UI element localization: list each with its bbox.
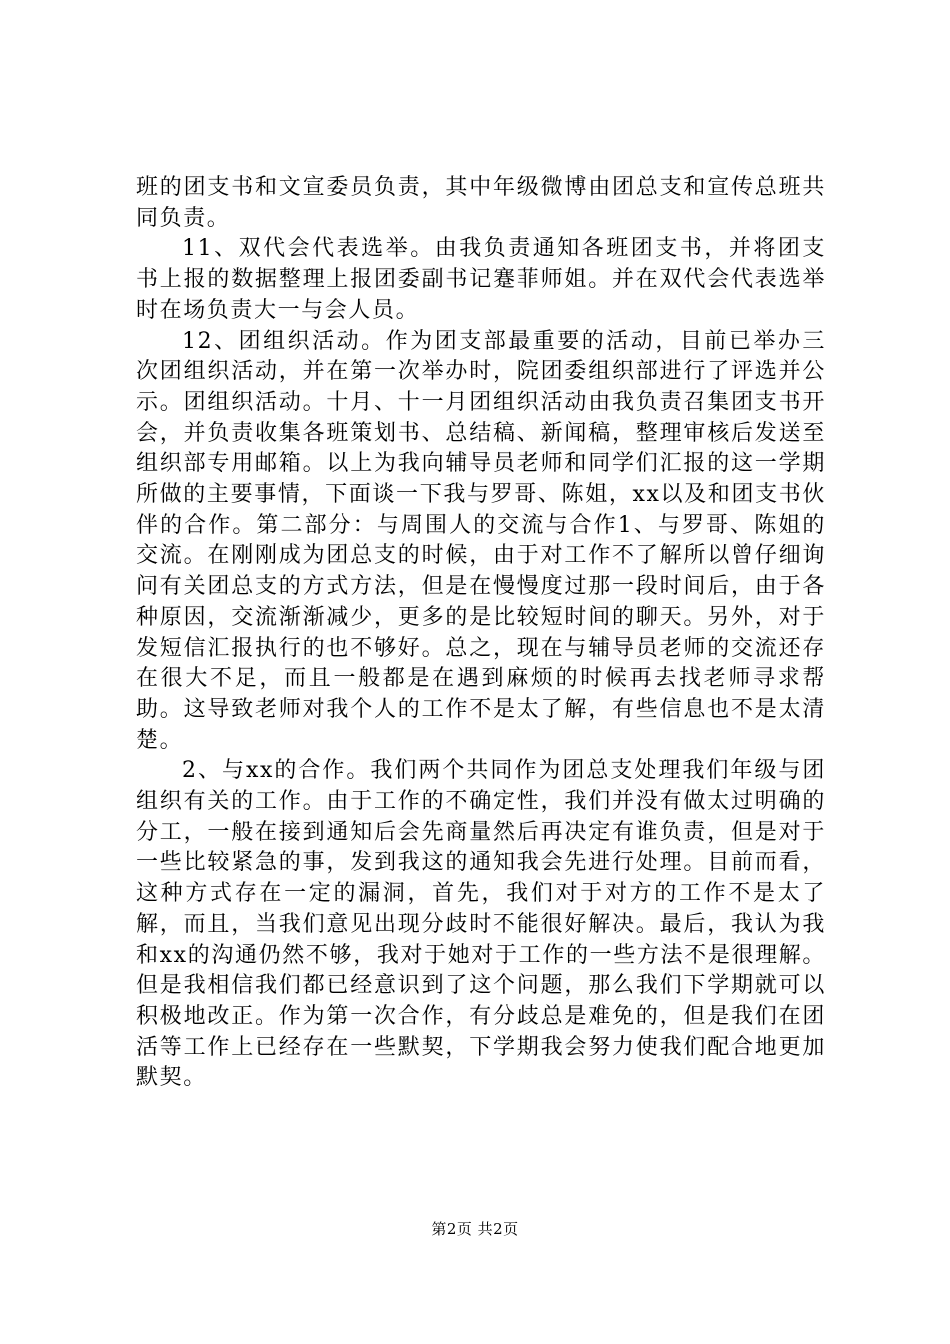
page-footer: 第2页 共2页	[431, 1220, 519, 1238]
paragraph-4: 2、与xx的合作。我们两个共同作为团总支处理我们年级与团组织有关的工作。由于工作的不确定性，我们并没有做太过明确的分工，一般在接到通知后会先商量然后再决定有谁负责，但是对于一些比较紧急的事，发到我这的通知我会先进行处理。目前而看，这种方式存在一定的漏洞，首先，我们对于对方的工作不是太了解，而且，当我们意见出现分歧时不能很好解决。最后，我认为我和xx的沟通仍然不够，我对于她对于工作的一些方法不是很理解。但是我相信我们都已经意识到了这个问题，那么我们下学期就可以积极地改正。作为第一次合作，有分歧总是难免的，但是我们在团活等工作上已经存在一些默契，下学期我会努力使我们配合地更加默契。	[136, 758, 826, 1091]
document-body	[136, 173, 826, 1094]
paragraph-1: 班的团支书和文宣委员负责，其中年级微博由团总支和宣传总班共同负责。	[136, 175, 826, 231]
paragraph-3: 12、团组织活动。作为团支部最重要的活动，目前已举办三次团组织活动，并在第一次举办时，院团委组织部进行了评选并公示。团组织活动。十月、十一月团组织活动由我负责召集团支书开会，并负责收集各班策划书、总结稿、新闻稿，整理审核后发送至组织部专用邮箱。以上为我向辅导员老师和同学们汇报的这一学期所做的主要事情，下面谈一下我与罗哥、陈姐，xx以及和团支书伙伴的合作。第二部分：与周围人的交流与合作1、与罗哥、陈姐的交流。在刚刚成为团总支的时候，由于对工作不了解所以曾仔细询问有关团总支的方式方法，但是在慢慢度过那一段时间后，由于各种原因，交流渐渐减少，更多的是比较短时间的聊天。另外，对于发短信汇报执行的也不够好。总之，现在与辅导员老师的交流还存在很大不足，而且一般都是在遇到麻烦的时候再去找老师寻求帮助。这导致老师对我个人的工作不是太了解，有些信息也不是太清楚。	[136, 328, 826, 753]
paragraph-2: 11、双代会代表选举。由我负责通知各班团支书，并将团支书上报的数据整理上报团委副书记蹇菲师姐。并在双代会代表选举时在场负责大一与会人员。	[136, 236, 826, 323]
